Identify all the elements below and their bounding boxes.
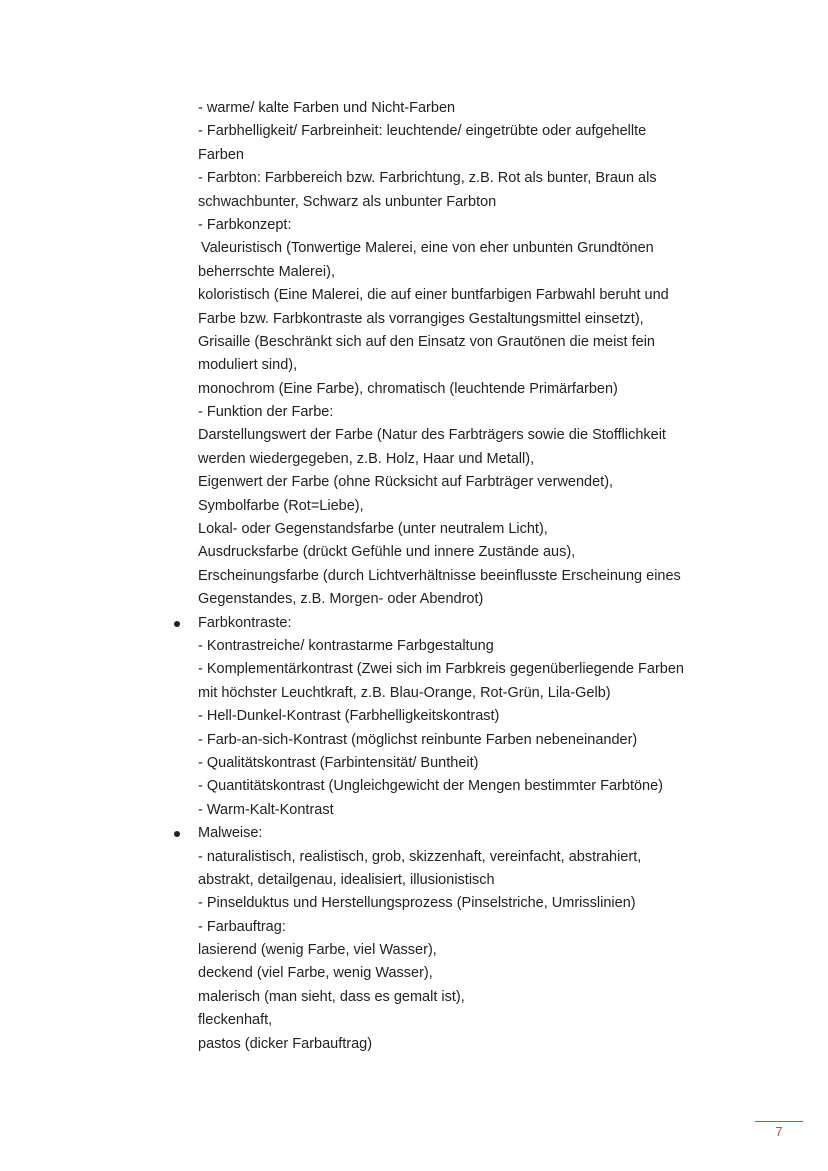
line-text: - Warm-Kalt-Kontrast (198, 801, 334, 818)
line-text: monochrom (Eine Farbe), chromatisch (leuchtende Primärfarben) (198, 380, 618, 397)
line-text: Malweise: (198, 825, 263, 842)
text-line (198, 378, 758, 401)
text-line (198, 846, 758, 869)
line-text: lasierend (wenig Farbe, viel Wasser), (198, 942, 437, 959)
line-text: Darstellungswert der Farbe (Natur des Farbträgers sowie die Stofflichkeit (198, 427, 666, 444)
bullet-list-item (198, 822, 758, 845)
text-line (198, 635, 758, 658)
line-text: - Farb-an-sich-Kontrast (möglichst reinbunte Farben nebeneinander) (198, 731, 638, 748)
line-text: - warme/ kalte Farben und Nicht-Farben (198, 100, 456, 116)
text-line (198, 237, 758, 260)
text-line (198, 729, 758, 752)
line-text: Farben (198, 146, 244, 163)
bullet-list-item (198, 612, 758, 635)
line-text: - Farbauftrag: (198, 918, 286, 935)
bullet-icon (174, 621, 180, 627)
text-line (198, 167, 758, 190)
text-line (198, 261, 758, 284)
line-text: - Farbton: Farbbereich bzw. Farbrichtung, z.B. Rot als bunter, Braun als (198, 170, 657, 187)
page-number: 7 (775, 1124, 783, 1139)
text-line (198, 495, 758, 518)
line-text: werden wiedergegeben, z.B. Holz, Haar und Metall), (198, 450, 535, 467)
text-line (198, 962, 758, 985)
line-text: - Hell-Dunkel-Kontrast (Farbhelligkeitskontrast) (198, 708, 500, 725)
line-text: - Farbkonzept: (198, 216, 292, 233)
body-text (198, 97, 758, 1056)
line-text: Ausdrucksfarbe (drückt Gefühle und innere Zustände aus), (198, 544, 576, 561)
line-text: - Kontrastreiche/ kontrastarme Farbgestaltung (198, 637, 494, 654)
line-text: pastos (dicker Farbauftrag) (198, 1035, 373, 1052)
text-line (198, 892, 758, 915)
line-text: deckend (viel Farbe, wenig Wasser), (198, 965, 433, 982)
text-line (198, 775, 758, 798)
line-text: koloristisch (Eine Malerei, die auf einer buntfarbigen Farbwahl beruht und (198, 287, 669, 304)
text-line (198, 120, 758, 143)
text-line (198, 869, 758, 892)
text-line (198, 308, 758, 331)
text-line (198, 1009, 758, 1032)
text-line (198, 331, 758, 354)
text-line (198, 916, 758, 939)
line-text: mit höchster Leuchtkraft, z.B. Blau-Orange, Rot-Grün, Lila-Gelb) (198, 684, 611, 701)
text-line (198, 144, 758, 167)
text-line (198, 682, 758, 705)
line-text: - Qualitätskontrast (Farbintensität/ Buntheit) (198, 754, 479, 771)
text-line (198, 1033, 758, 1056)
line-text: - Pinselduktus und Herstellungsprozess (Pinselstriche, Umrisslinien) (198, 895, 636, 912)
line-text: - Farbhelligkeit/ Farbreinheit: leuchtende/ eingetrübte oder aufgehellte (198, 123, 647, 140)
text-line (198, 97, 758, 120)
line-text: - Komplementärkontrast (Zwei sich im Farbkreis gegenüberliegende Farben (198, 661, 684, 678)
text-line (198, 448, 758, 471)
text-line (198, 214, 758, 237)
line-text: Gegenstandes, z.B. Morgen- oder Abendrot) (198, 591, 484, 608)
line-text: Valeuristisch (Tonwertige Malerei, eine von eher unbunten Grundtönen (201, 240, 654, 257)
line-text: moduliert sind), (198, 357, 298, 374)
text-line (198, 354, 758, 377)
footer-rule (755, 1121, 803, 1122)
line-text: Lokal- oder Gegenstandsfarbe (unter neutralem Licht), (198, 521, 548, 538)
text-line (198, 752, 758, 775)
bullet-icon (174, 831, 180, 837)
line-text: - naturalistisch, realistisch, grob, skizzenhaft, vereinfacht, abstrahiert, (198, 848, 642, 865)
text-line (198, 191, 758, 214)
text-line (198, 565, 758, 588)
line-text: Eigenwert der Farbe (ohne Rücksicht auf Farbträger verwendet), (198, 474, 614, 491)
line-text: Farbe bzw. Farbkontraste als vorrangiges Gestaltungsmittel einsetzt), (198, 310, 644, 327)
text-line (198, 986, 758, 1009)
line-text: - Quantitätskontrast (Ungleichgewicht der Mengen bestimmter Farbtöne) (198, 778, 664, 795)
line-text: malerisch (man sieht, dass es gemalt ist), (198, 988, 465, 1005)
line-text: beherrschte Malerei), (198, 263, 335, 280)
text-line (198, 284, 758, 307)
text-line (198, 658, 758, 681)
text-line (198, 518, 758, 541)
line-text: Symbolfarbe (Rot=Liebe), (198, 497, 364, 514)
line-text: Grisaille (Beschränkt sich auf den Einsatz von Grautönen die meist fein (198, 333, 655, 350)
text-line (198, 799, 758, 822)
text-line (198, 471, 758, 494)
text-line (198, 705, 758, 728)
text-line (198, 588, 758, 611)
line-text: Erscheinungsfarbe (durch Lichtverhältnisse beeinflusste Erscheinung eines (198, 567, 681, 584)
text-line (198, 424, 758, 447)
text-line (198, 541, 758, 564)
text-line (198, 401, 758, 424)
line-text: fleckenhaft, (198, 1012, 273, 1029)
line-text: schwachbunter, Schwarz als unbunter Farbton (198, 193, 497, 210)
line-text: Farbkontraste: (198, 614, 292, 631)
text-line (198, 939, 758, 962)
line-text: - Funktion der Farbe: (198, 404, 334, 421)
line-text: abstrakt, detailgenau, idealisiert, illusionistisch (198, 871, 495, 888)
